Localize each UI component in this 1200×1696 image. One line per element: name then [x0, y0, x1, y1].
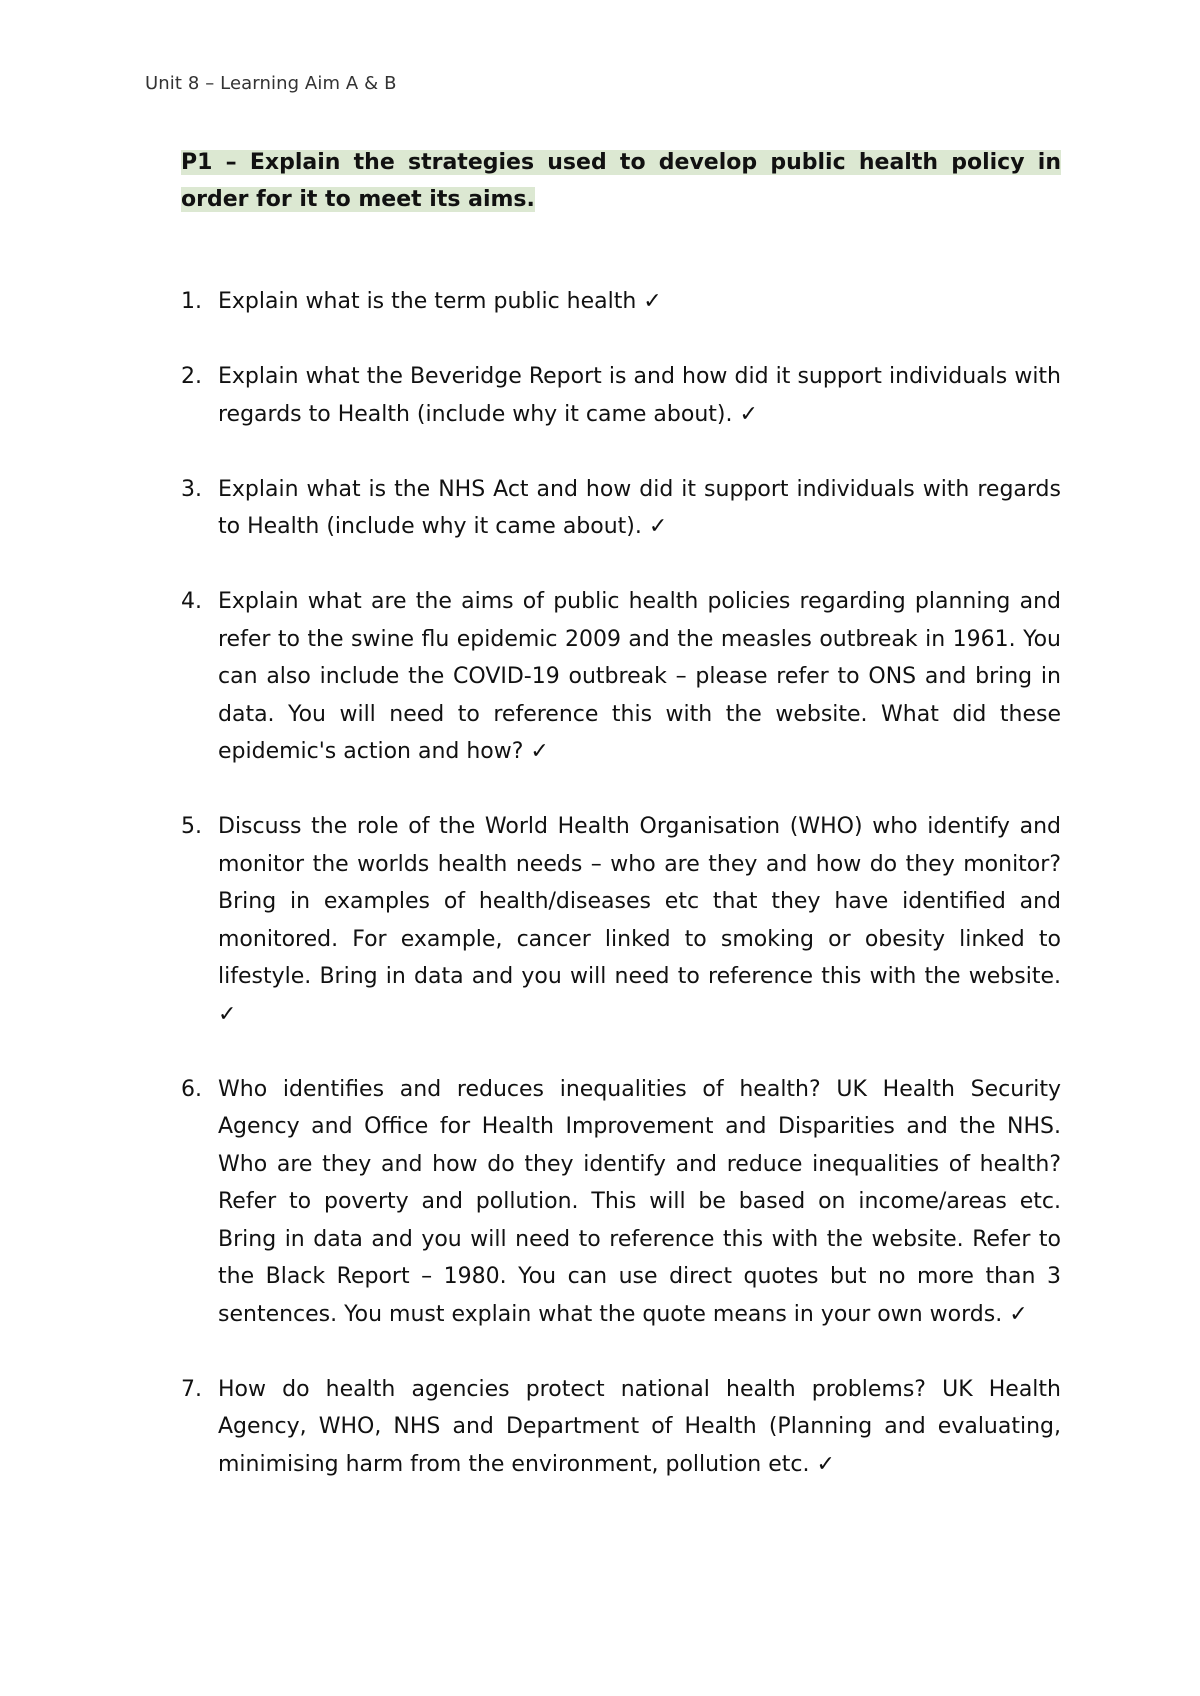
- question-number: 7.: [181, 1376, 202, 1402]
- assignment-title: [181, 144, 1061, 218]
- question-item: [181, 583, 1061, 771]
- question-item: [181, 1071, 1061, 1334]
- question-item: [181, 808, 1061, 1033]
- question-item: [181, 283, 1061, 321]
- title-highlight: P1 – Explain the strategies used to develop public health policy in order for it to meet its aims.: [181, 150, 1061, 212]
- question-text: Discuss the role of the World Health Organisation (WHO) who identify and monitor the worlds health needs – who are they and how do they monitor? Bring in examples of health/diseases etc that they have identified and monitored. For example, cancer linked to smoking or obesity linked to lifestyle. Bring in data and you will need to reference this with the website. ✓: [218, 814, 1061, 1027]
- question-number: 2.: [181, 364, 202, 389]
- question-list: [181, 283, 1061, 1521]
- question-number: 4.: [181, 589, 202, 614]
- question-text: Explain what are the aims of public health policies regarding planning and refer to the swine flu epidemic 2009 and the measles outbreak in 1961. You can also include the COVID-19 outbreak – please refer to ONS and bring in data. You will need to reference this with the website. What did these epidemic's action and how? ✓: [218, 589, 1061, 764]
- question-text: Explain what is the NHS Act and how did it support individuals with regards to Health (include why it came about). ✓: [218, 476, 1061, 539]
- question-text: Who identifies and reduces inequalities of health? UK Health Security Agency and Office for Health Improvement and Disparities and the NHS. Who are they and how do they identify and reduce inequalities of health? Refer to poverty and pollution. This will be based on income/areas etc. Bring in data and you will need to reference this with the website. Refer to the Black Report – 1980. You can use direct quotes but no more than 3 sentences. You must explain what the quote means in your own words. ✓: [218, 1076, 1061, 1327]
- question-item: [181, 471, 1061, 546]
- question-number: 1.: [181, 289, 202, 314]
- question-number: 3.: [181, 476, 202, 502]
- page-header: Unit 8 – Learning Aim A & B: [145, 73, 397, 94]
- question-text: Explain what is the term public health ✓: [218, 289, 662, 314]
- question-item: [181, 358, 1061, 433]
- question-text: How do health agencies protect national health problems? UK Health Agency, WHO, NHS and Department of Health (Planning and evaluating, minimising harm from the environment, pollution etc. ✓: [218, 1376, 1061, 1477]
- question-item: [181, 1371, 1061, 1484]
- question-text: Explain what the Beveridge Report is and how did it support individuals with regards to Health (include why it came about). ✓: [218, 364, 1061, 427]
- question-number: 6.: [181, 1076, 202, 1102]
- question-number: 5.: [181, 814, 202, 839]
